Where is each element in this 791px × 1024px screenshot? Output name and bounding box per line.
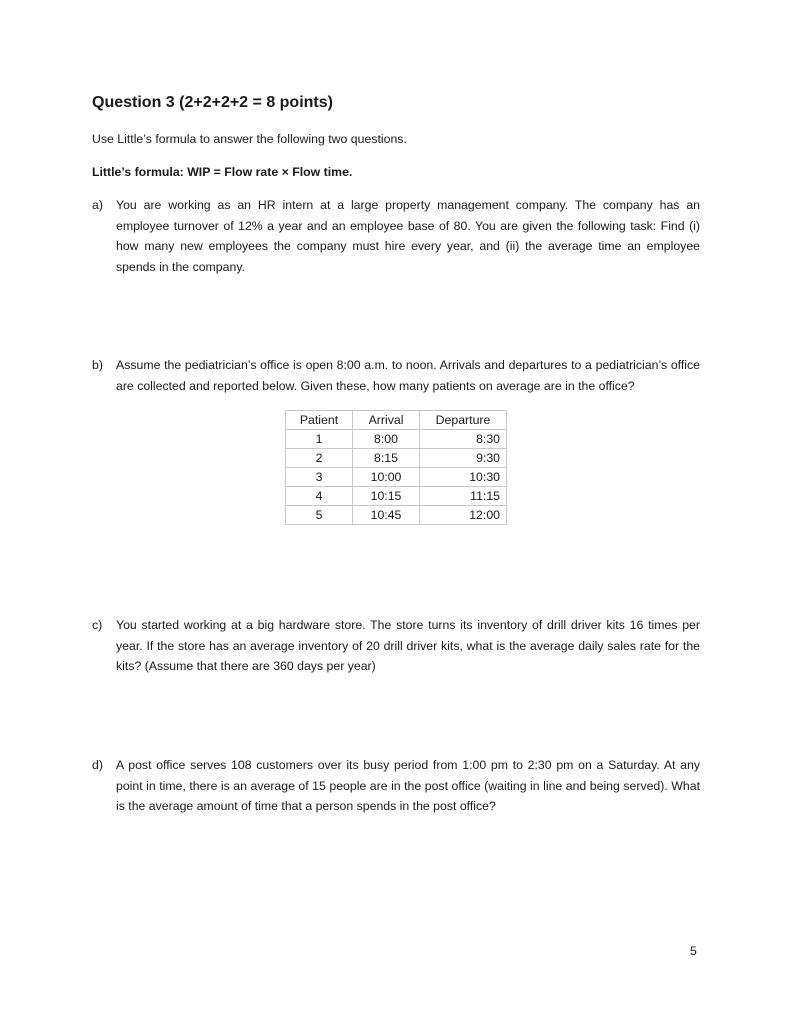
part-a-text: You are working as an HR intern at a large property management company. The company has an employee turnover of 12% a year and an employee base of 80. You are given the following task: Find (i) how many new employees the company must hire every year, and (ii) the average time an employee spends in the company. <box>116 198 700 274</box>
cell-departure: 11:15 <box>420 487 507 506</box>
table-header-row <box>286 411 507 430</box>
header-arrival: Arrival <box>353 411 420 430</box>
question-title: Question 3 (2+2+2+2 = 8 points) <box>92 94 333 111</box>
cell-departure: 9:30 <box>420 449 507 468</box>
cell-patient: 5 <box>286 506 353 525</box>
cell-arrival: 8:15 <box>353 449 420 468</box>
part-c <box>92 615 700 677</box>
header-patient: Patient <box>286 411 353 430</box>
cell-departure: 8:30 <box>420 430 507 449</box>
table-row <box>286 468 507 487</box>
header-departure: Departure <box>420 411 507 430</box>
question-intro: Use Little’s formula to answer the following two questions. <box>92 132 407 146</box>
cell-patient: 4 <box>286 487 353 506</box>
cell-patient: 2 <box>286 449 353 468</box>
table-row <box>286 487 507 506</box>
cell-departure: 12:00 <box>420 506 507 525</box>
part-b-text: Assume the pediatrician’s office is open 8:00 a.m. to noon. Arrivals and departures to a pediatrician’s office are collected and reported below. Given these, how many patients on average are in the office? <box>116 358 700 393</box>
cell-arrival: 10:15 <box>353 487 420 506</box>
cell-arrival: 10:45 <box>353 506 420 525</box>
patient-table <box>285 410 507 525</box>
table-row <box>286 449 507 468</box>
cell-arrival: 8:00 <box>353 430 420 449</box>
cell-patient: 3 <box>286 468 353 487</box>
page-number: 5 <box>690 944 697 958</box>
part-d <box>92 755 700 817</box>
part-b <box>92 355 700 396</box>
cell-departure: 10:30 <box>420 468 507 487</box>
cell-arrival: 10:00 <box>353 468 420 487</box>
littles-formula: Little’s formula: WIP = Flow rate × Flow time. <box>92 165 353 179</box>
cell-patient: 1 <box>286 430 353 449</box>
part-c-text: You started working at a big hardware store. The store turns its inventory of drill driver kits 16 times per year. If the store has an average inventory of 20 drill driver kits, what is the average daily sales rate for the kits? (Assume that there are 360 days per year) <box>116 618 700 673</box>
part-a <box>92 195 700 277</box>
part-c-letter: c) <box>92 618 103 632</box>
table-row <box>286 506 507 525</box>
part-a-letter: a) <box>92 198 103 212</box>
table-row <box>286 430 507 449</box>
part-d-letter: d) <box>92 758 103 772</box>
part-d-text: A post office serves 108 customers over its busy period from 1:00 pm to 2:30 pm on a Saturday. At any point in time, there is an average of 15 people are in the post office (waiting in line and being served). What is the average amount of time that a person spends in the post office? <box>116 758 700 813</box>
part-b-letter: b) <box>92 358 103 372</box>
